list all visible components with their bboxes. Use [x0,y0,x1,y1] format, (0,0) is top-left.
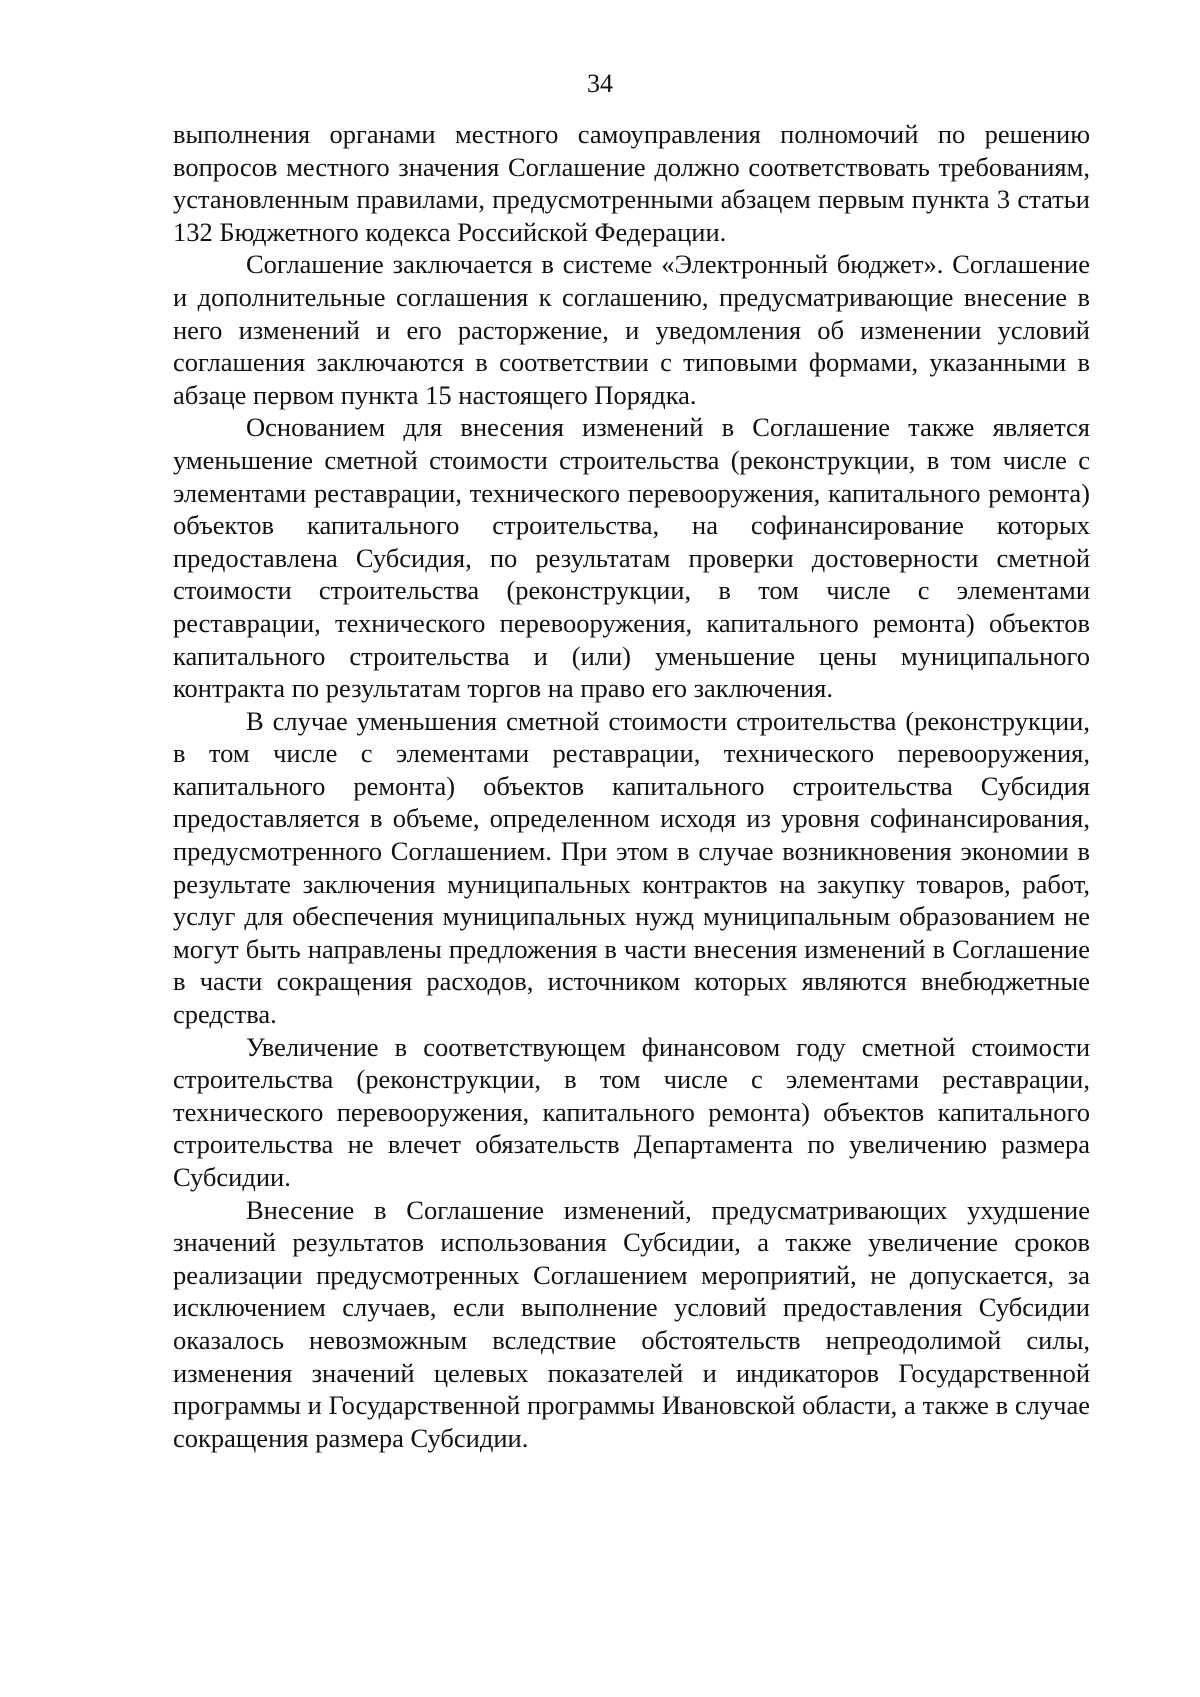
paragraph: Внесение в Соглашение изменений, предусматривающих ухудшение значений результатов использования Субсидии, а также увеличение сроков реализации предусмотренных Соглашением мероприятий, не допускается, за исключением случаев, если выполнение условий предоставления Субсидии оказалось невозможным вследствие обстоятельств непреодолимой силы, изменения значений целевых показателей и индикаторов Государственной программы и Государственной программы Ивановской области, а также в случае сокращения размера Субсидии. [173,1194,1090,1453]
page-number: 34 [587,69,613,98]
paragraph: Соглашение заключается в системе «Электронный бюджет». Соглашение и дополнительные соглашения к соглашению, предусматривающие внесение в него изменений и его расторжение, и уведомления об изменении условий соглашения заключаются в соответствии с типовыми формами, указанными в абзаце первом пункта 15 настоящего Порядка. [173,249,1090,410]
paragraph: В случае уменьшения сметной стоимости строительства (реконструкции, в том числе с элементами реставрации, технического перевооружения, капитального ремонта) объектов капитального строительства Субсидия предоставляется в объеме, определенном исходя из уровня софинансирования, предусмотренного Соглашением. При этом в случае возникновения экономии в результате заключения муниципальных контрактов на закупку товаров, работ, услуг для обеспечения муниципальных нужд муниципальным образованием не могут быть направлены предложения в части внесения изменений в Соглашение в части сокращения расходов, источником которых являются внебюджетные средства. [173,705,1090,1030]
paragraph: Основанием для внесения изменений в Соглашение также является уменьшение сметной стоимости строительства (реконструкции, в том числе с элементами реставрации, технического перевооружения, капитального ремонта) объектов капитального строительства, на софинансирование которых предоставлена Субсидия, по результатам проверки достоверности сметной стоимости строительства (реконструкции, в том числе с элементами реставрации, технического перевооружения, капитального ремонта) объектов капитального строительства и (или) уменьшение цены муниципального контракта по результатам торгов на право его заключения. [173,412,1090,704]
paragraph: Увеличение в соответствующем финансовом году сметной стоимости строительства (реконструкции, в том числе с элементами реставрации, технического перевооружения, капитального ремонта) объектов капитального строительства не влечет обязательств Департамента по увеличению размера Субсидии. [173,1031,1090,1192]
paragraph-continued: выполнения органами местного самоуправления полномочий по решению вопросов местного значения Соглашение должно соответствовать требованиям, установленным правилами, предусмотренными абзацем первым пункта 3 статьи 132 Бюджетного кодекса Российской Федерации. [173,119,1090,247]
document-body [173,118,1090,1454]
